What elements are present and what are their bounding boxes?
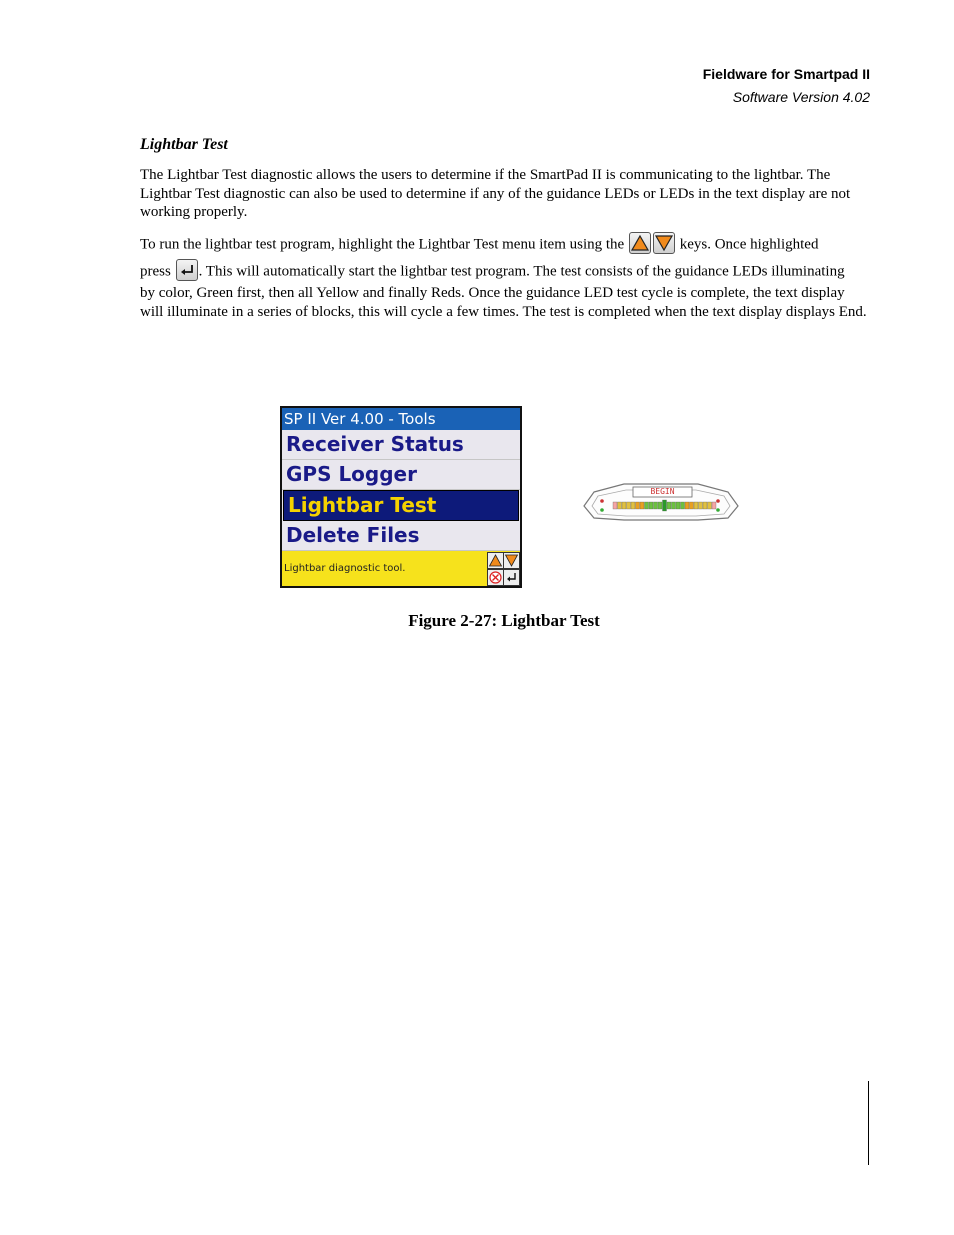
screen-status-text: Lightbar diagnostic tool. (282, 551, 486, 586)
lightbar-led (663, 500, 667, 511)
lightbar-led (672, 502, 676, 509)
screen-title-bar: SP II Ver 4.00 - Tools (282, 408, 520, 430)
lightbar-led (667, 502, 671, 509)
down-arrow-icon[interactable] (503, 552, 520, 569)
lightbar-led (636, 502, 640, 509)
device-screen (280, 406, 522, 588)
menu-item-gps-logger[interactable]: GPS Logger (282, 460, 520, 490)
lightbar-led (690, 502, 694, 509)
menu-item-delete-files[interactable]: Delete Files (282, 521, 520, 551)
paragraph-1: The Lightbar Test diagnostic allows the users to determine if the SmartPad II is communicating to the lightbar. The Lightbar Test diagnostic can also be used to determine if any of the guidance LEDs or LEDs in the text display are not working properly. (140, 167, 851, 220)
header-subtitle: Software Version 4.02 (732, 89, 870, 105)
lightbar-led (654, 502, 658, 509)
menu-item-lightbar-test[interactable]: Lightbar Test (283, 490, 519, 521)
lightbar-display-text: BEGIN (650, 487, 675, 496)
down-arrow-key-icon (653, 232, 675, 254)
lightbar-led (618, 502, 622, 509)
lightbar-led (703, 502, 707, 509)
lightbar-led (708, 502, 712, 509)
p2-text-3: press (140, 263, 171, 280)
lightbar-led (681, 502, 685, 509)
screen-softkeys (485, 551, 520, 586)
header-title: Fieldware for Smartpad II (702, 66, 870, 82)
p2-text-2: keys. Once highlighted (679, 236, 819, 253)
up-arrow-icon[interactable] (487, 552, 504, 569)
p2-text-5: by color, Green first, then all Yellow and finally Reds. Once the guidance LED test cycle is complete, the text display will illuminate in a series of blocks, this will cycle a few times. The test is completed when the text display displays End. (140, 285, 867, 320)
lightbar-led (640, 502, 644, 509)
lightbar-led (694, 502, 698, 509)
lightbar-led (676, 502, 680, 509)
figure-caption: Figure 2-27: Lightbar Test (408, 611, 600, 630)
enter-key-icon (176, 259, 198, 281)
lightbar-led (658, 502, 662, 509)
section-title: Lightbar Test (140, 136, 228, 153)
lightbar-led (649, 502, 653, 509)
lightbar-led (685, 502, 689, 509)
lightbar-led (712, 502, 716, 509)
cancel-icon[interactable] (487, 569, 504, 586)
lightbar-image (580, 406, 740, 584)
lightbar-led (613, 502, 617, 509)
p2-text-1: To run the lightbar test program, highlight the Lightbar Test menu item using the (140, 236, 625, 253)
margin-rule (868, 1081, 869, 1165)
lightbar-led (622, 502, 626, 509)
lightbar-led (699, 502, 703, 509)
menu-item-receiver-status[interactable]: Receiver Status (282, 430, 520, 460)
lightbar-led (627, 502, 631, 509)
lightbar-led (645, 502, 649, 509)
up-arrow-key-icon (629, 232, 651, 254)
lightbar-led (631, 502, 635, 509)
paragraph-2 (140, 234, 868, 321)
enter-icon[interactable] (503, 569, 520, 586)
p2-text-4: . This will automatically start the lightbar test program. The test consists of the guidance LEDs illuminating (198, 263, 845, 280)
